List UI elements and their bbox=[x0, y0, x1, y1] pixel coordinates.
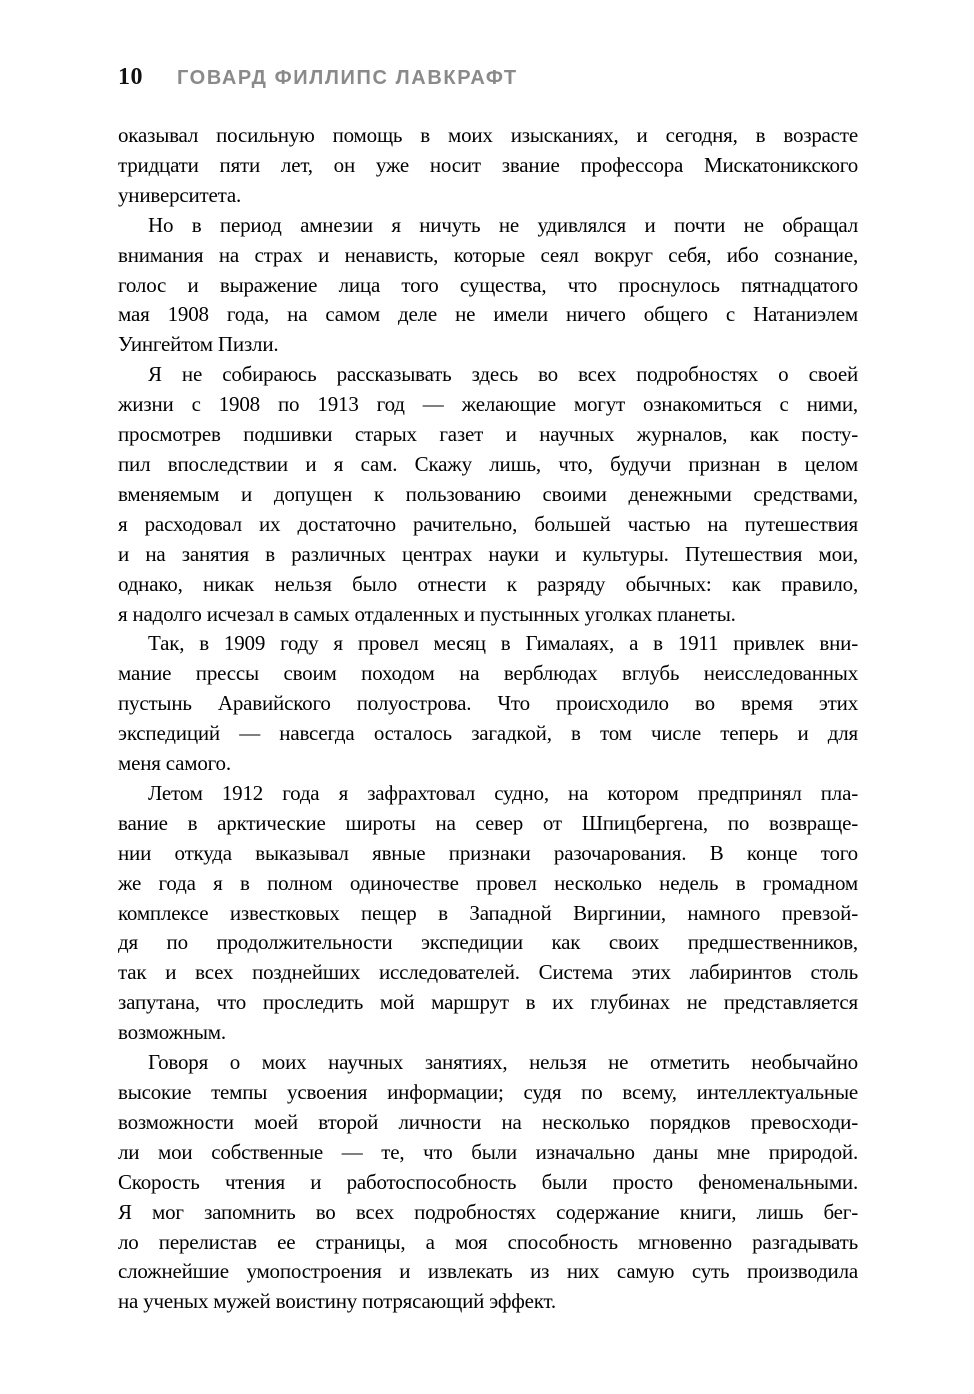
text-line: пил впоследствии и я сам. Скажу лишь, что, будучи признан в целом bbox=[118, 451, 858, 476]
text-line: жизни с 1908 по 1913 год — желающие могут ознакомиться с ними, bbox=[118, 392, 858, 417]
text-line: однако, никак нельзя было отнести к разряду обычных: как правило, bbox=[118, 571, 858, 596]
text-line: ли мои собственные — те, что были изначально даны мне природой. bbox=[118, 1139, 858, 1164]
text-line: возможности моей второй личности на несколько порядков превосходи- bbox=[118, 1109, 858, 1134]
text-line: голос и выражение лица того существа, что проснулось пятнадцатого bbox=[118, 272, 858, 297]
text-line: я расходовал их достаточно рачительно, большей частью на путешествия bbox=[118, 511, 858, 536]
text-line: вменяемым и допущен к пользованию своими денежными средствами, bbox=[118, 481, 858, 506]
text-line: Говоря о моих научных занятиях, нельзя не отметить необычайно bbox=[148, 1050, 858, 1075]
paragraph bbox=[118, 779, 858, 1048]
text-line: Так, в 1909 году я провел месяц в Гималаях, а в 1911 привлек вни- bbox=[148, 631, 858, 656]
running-title: ГОВАРД ФИЛЛИПС ЛАВКРАФТ bbox=[177, 67, 518, 89]
text-line: Но в период амнезии я ничуть не удивлялся и почти не обращал bbox=[148, 212, 858, 237]
text-line: Уингейтом Пизли. bbox=[118, 332, 279, 357]
text-line: вание в арктические широты на север от Шпицбергена, по возвраще- bbox=[118, 810, 858, 835]
text-line: просмотрев подшивки старых газет и научных журналов, как посту- bbox=[118, 422, 858, 447]
text-line: экспедиций — навсегда осталось загадкой, в том числе теперь и для bbox=[118, 721, 858, 746]
text-line: университета. bbox=[118, 182, 242, 207]
running-header bbox=[118, 64, 862, 91]
text-line: высокие темпы усвоения информации; судя по всему, интеллектуальные bbox=[118, 1080, 858, 1104]
paragraph bbox=[118, 1048, 858, 1317]
text-line: возможным. bbox=[118, 1020, 226, 1045]
text-line: мая 1908 года, на самом деле не имели ничего общего с Натаниэлем bbox=[118, 302, 858, 327]
paragraph bbox=[118, 121, 858, 211]
paragraph bbox=[118, 211, 858, 361]
text-line: запутана, что проследить мой маршрут в их глубинах не представляется bbox=[118, 990, 858, 1015]
text-line: меня самого. bbox=[118, 751, 231, 776]
text-line: мание прессы своим походом на верблюдах вглубь неисследованных bbox=[118, 661, 858, 686]
text-line: нии откуда выказывал явные признаки разочарования. В конце того bbox=[118, 840, 858, 865]
text-line: и на занятия в различных центрах науки и культуры. Путешествия мои, bbox=[118, 541, 858, 566]
text-line: внимания на страх и ненависть, которые сеял вокруг себя, ибо сознание, bbox=[118, 242, 858, 267]
text-line: Я не собираюсь рассказывать здесь во всех подробностях о своей bbox=[148, 362, 858, 387]
text-line: на ученых мужей воистину потрясающий эффект. bbox=[118, 1289, 556, 1314]
paragraph bbox=[118, 629, 858, 779]
text-line: тридцати пяти лет, он уже носит звание профессора Мискатоникского bbox=[118, 152, 858, 177]
text-line: Летом 1912 года я зафрахтовал судно, на котором предпринял пла- bbox=[148, 780, 858, 805]
text-line: пустынь Аравийского полуострова. Что происходило во время этих bbox=[118, 691, 858, 716]
text-line: комплексе известковых пещер в Западной Виргинии, намного превзой- bbox=[118, 900, 858, 925]
text-line: ло перелистав ее страницы, а моя способность мгновенно разгадывать bbox=[118, 1229, 858, 1254]
text-line: сложнейшие умопостроения и извлекать из них самую суть производила bbox=[118, 1259, 858, 1284]
page-number: 10 bbox=[118, 64, 143, 90]
body-text bbox=[118, 121, 858, 1317]
text-line: оказывал посильную помощь в моих изысканиях, и сегодня, в возрасте bbox=[118, 123, 858, 147]
text-line: дя по продолжительности экспедиции как своих предшественников, bbox=[118, 930, 858, 955]
paragraph bbox=[118, 360, 858, 629]
text-line: так и всех позднейших исследователей. Система этих лабиринтов столь bbox=[118, 960, 858, 985]
text-line: Я мог запомнить во всех подробностях содержание книги, лишь бег- bbox=[118, 1199, 858, 1224]
text-line: Скорость чтения и работоспособность были просто феноменальными. bbox=[118, 1169, 858, 1194]
text-line: я надолго исчезал в самых отдаленных и пустынных уголках планеты. bbox=[118, 601, 736, 626]
text-line: же года я в полном одиночестве провел несколько недель в громадном bbox=[118, 870, 858, 895]
